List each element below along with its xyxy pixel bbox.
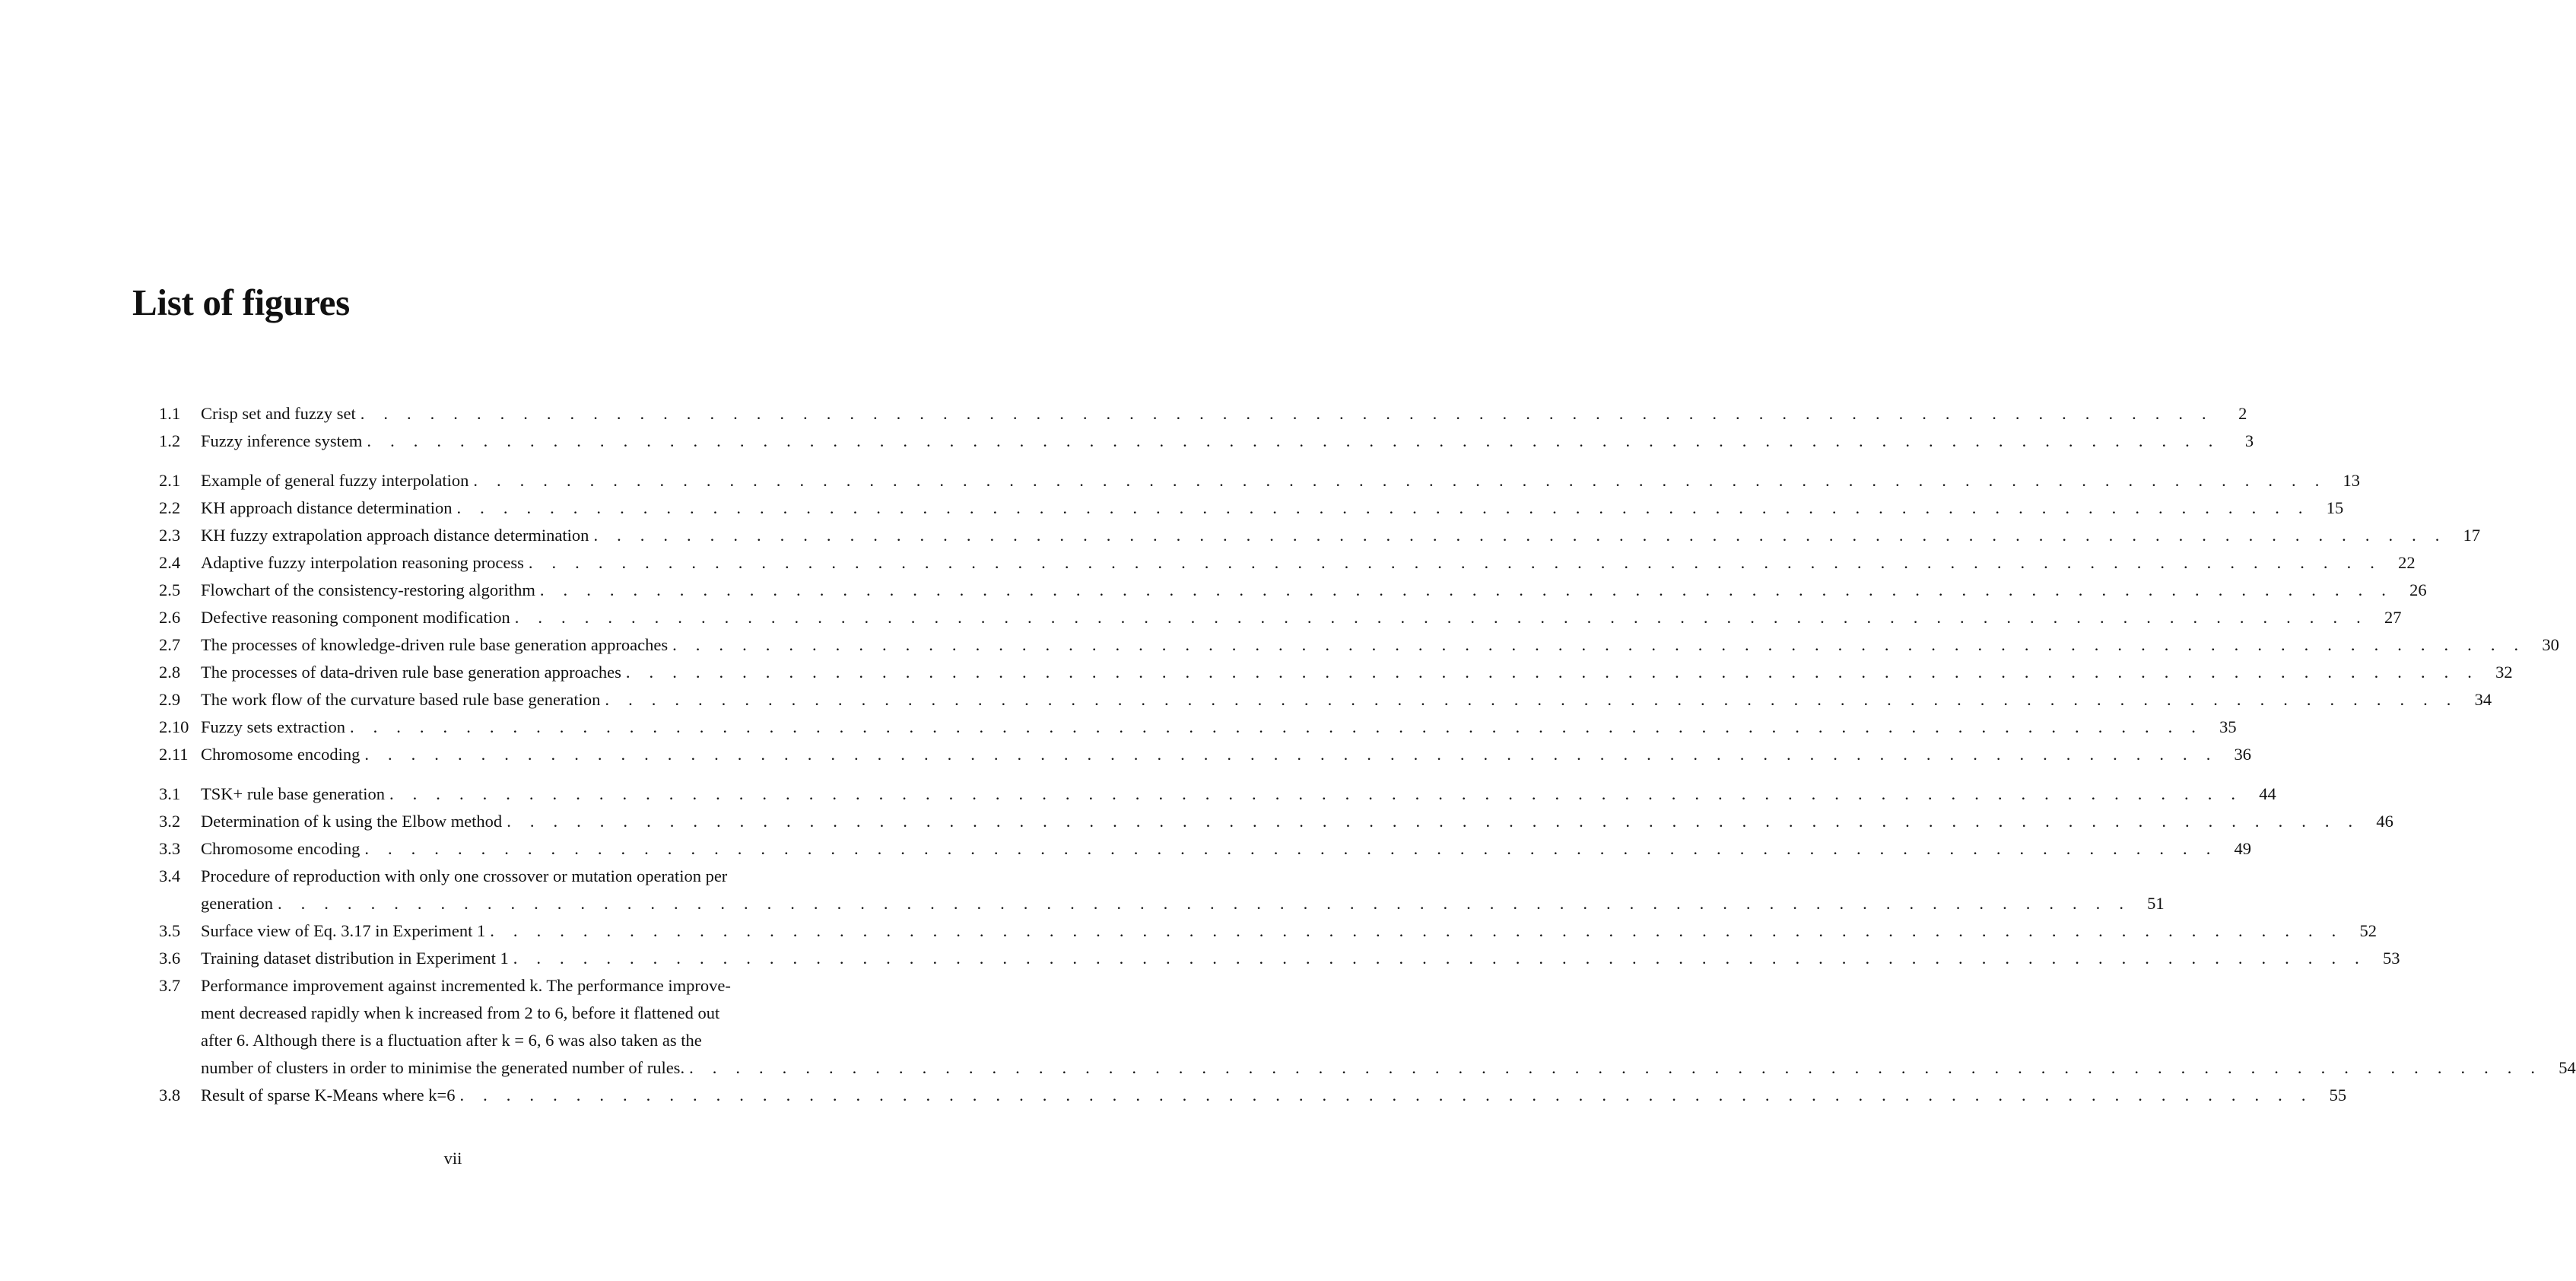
leader-dots: . . . . . . . . . . . . . . . . . . . . . . . . . . . . . . . . . . . . . . . . . . . . . . . . . . . . . . . . . . . . . . . . . . . . . . . . . . . . . . . .	[364, 745, 2219, 764]
figure-caption: Procedure of reproduction with only one crossover or mutation operation per	[201, 866, 728, 885]
figure-caption: Fuzzy inference system	[201, 431, 363, 450]
figure-entry[interactable]	[159, 604, 2402, 631]
figure-entry[interactable]	[159, 1082, 2347, 1109]
page-title: List of figures	[132, 281, 350, 323]
figure-number: 2.10	[159, 717, 189, 736]
figure-number: 2.4	[159, 553, 181, 572]
leader-dots: . . . . . . . . . . . . . . . . . . . . . . . . . . . . . . . . . . . . . . . . . . . . . . . . . . . . . . . . . . . . . . . . . . . . . . . . . . . . . . . .	[490, 921, 2343, 940]
figure-page-number: 35	[2219, 717, 2237, 736]
figure-page-number: 13	[2343, 471, 2361, 490]
figure-page-number: 54	[2559, 1058, 2576, 1077]
leader-dots: . . . . . . . . . . . . . . . . . . . . . . . . . . . . . . . . . . . . . . . . . . . . . . . . . . . . . . . . . . . . . . . . . . . . . . . . . . . . . . . .	[514, 608, 2368, 627]
figure-page-number: 30	[2542, 635, 2559, 654]
leader-dots: . . . . . . . . . . . . . . . . . . . . . . . . . . . . . . . . . . . . . . . . . . . . . . . . . . . . . . . . . . . . . . . . . . . . . . . . . . . . . . . .	[389, 784, 2243, 803]
figure-number: 2.1	[159, 471, 181, 490]
figure-page-number: 36	[2234, 745, 2252, 764]
leader-dots: . . . . . . . . . . . . . . . . . . . . . . . . . . . . . . . . . . . . . . . . . . . . . . . . . . . . . . . . . . . . . . . . . . . . . . . . . . . . . . . .	[473, 471, 2327, 490]
figure-list	[159, 400, 2576, 1121]
figure-caption: Training dataset distribution in Experiment 1	[201, 949, 509, 968]
figure-page-number: 27	[2384, 608, 2402, 627]
figure-number: 2.7	[159, 635, 181, 654]
figure-entry[interactable]	[159, 835, 2252, 863]
figure-caption: The processes of knowledge-driven rule base generation approaches	[201, 635, 669, 654]
leader-dots: . . . . . . . . . . . . . . . . . . . . . . . . . . . . . . . . . . . . . . . . . . . . . . . . . . . . . . . . . . . . . . . . . . . . . . . . . . . . . . . .	[528, 553, 2382, 572]
figure-entry[interactable]	[159, 522, 2481, 549]
leader-dots: . . . . . . . . . . . . . . . . . . . . . . . . . . . . . . . . . . . . . . . . . . . . . . . . . . . . . . . . . . . . . . . . . . . . . . . . . . . . . . . .	[364, 839, 2219, 858]
figure-page-number: 53	[2382, 949, 2400, 968]
figure-caption: Performance improvement against incremented k. The performance improve-	[201, 976, 731, 995]
figure-caption: after 6. Although there is a fluctuation after k = 6, 6 was also taken as the	[201, 1031, 702, 1050]
figure-page-number: 15	[2326, 498, 2344, 517]
figure-caption: Adaptive fuzzy interpolation reasoning process	[201, 553, 524, 572]
figure-entry[interactable]	[159, 659, 2513, 686]
figure-entry[interactable]	[159, 494, 2344, 522]
figure-caption: KH approach distance determination	[201, 498, 453, 517]
figure-number: 3.4	[159, 866, 181, 885]
figure-caption: Result of sparse K-Means where k=6	[201, 1086, 456, 1105]
leader-dots: . . . . . . . . . . . . . . . . . . . . . . . . . . . . . . . . . . . . . . . . . . . . . . . . . . . . . . . . . . . . . . . . . . . . . . . . . . . . . . . .	[456, 498, 2311, 517]
figure-number: 3.8	[159, 1086, 181, 1105]
figure-entry[interactable]	[159, 467, 2361, 494]
figure-number: 2.2	[159, 498, 181, 517]
figure-caption: Fuzzy sets extraction	[201, 717, 345, 736]
figure-page-number: 26	[2409, 580, 2427, 599]
figure-caption: number of clusters in order to minimise the generated number of rules.	[201, 1058, 685, 1077]
figure-number: 3.5	[159, 921, 181, 940]
figure-entry[interactable]	[159, 686, 2492, 714]
figure-entry[interactable]	[159, 780, 2276, 808]
figure-group	[159, 400, 2254, 455]
figure-number: 2.6	[159, 608, 181, 627]
figure-number: 2.5	[159, 580, 181, 599]
figure-entry[interactable]	[159, 714, 2237, 741]
figure-page-number: 49	[2234, 839, 2252, 858]
figure-caption: TSK+ rule base generation	[201, 784, 385, 803]
figure-page-number: 46	[2376, 812, 2393, 831]
leader-dots: . . . . . . . . . . . . . . . . . . . . . . . . . . . . . . . . . . . . . . . . . . . . . . . . . . . . . . . . . . . . . . . . . . . . . . . . . . . . . . . .	[360, 404, 2214, 423]
figure-group	[159, 780, 2576, 1109]
figure-caption: Example of general fuzzy interpolation	[201, 471, 469, 490]
figure-page-number: 52	[2359, 921, 2377, 940]
figure-entry[interactable]	[159, 945, 2400, 972]
figure-group	[159, 467, 2559, 768]
leader-dots: . . . . . . . . . . . . . . . . . . . . . . . . . . . . . . . . . . . . . . . . . . . . . . . . . . . . . . . . . . . . . . . . . . . . . . . . . . . . . . . .	[367, 431, 2221, 450]
figure-entry[interactable]	[159, 631, 2559, 659]
leader-dots: . . . . . . . . . . . . . . . . . . . . . . . . . . . . . . . . . . . . . . . . . . . . . . . . . . . . . . . . . . . . . . . . . . . . . . . . . . . . . . . .	[277, 894, 2131, 913]
leader-dots: . . . . . . . . . . . . . . . . . . . . . . . . . . . . . . . . . . . . . . . . . . . . . . . . . . . . . . . . . . . . . . . . . . . . . . . . . . . . . . . .	[507, 812, 2360, 831]
figure-number: 3.3	[159, 839, 181, 858]
figure-entry[interactable]	[159, 917, 2377, 945]
figure-entry[interactable]	[159, 400, 2247, 428]
leader-dots: . . . . . . . . . . . . . . . . . . . . . . . . . . . . . . . . . . . . . . . . . . . . . . . . . . . . . . . . . . . . . . . . . . . . . . . . . . . . . . . .	[349, 717, 2203, 736]
figure-entry[interactable]	[159, 577, 2427, 604]
figure-caption: The work flow of the curvature based rule base generation	[201, 690, 601, 709]
figure-caption: Determination of k using the Elbow method	[201, 812, 503, 831]
figure-caption: generation	[201, 894, 273, 913]
figure-page-number: 55	[2329, 1086, 2347, 1105]
page-number: vii	[443, 1149, 462, 1168]
figure-entry[interactable]	[159, 741, 2252, 768]
figure-caption: Chromosome encoding	[201, 839, 361, 858]
figure-entry[interactable]	[159, 863, 2165, 917]
figure-page-number: 22	[2398, 553, 2416, 572]
figure-caption: Surface view of Eq. 3.17 in Experiment 1	[201, 921, 486, 940]
leader-dots: . . . . . . . . . . . . . . . . . . . . . . . . . . . . . . . . . . . . . . . . . . . . . . . . . . . . . . . . . . . . . . . . . . . . . . . . . . . . . . . .	[593, 526, 2447, 545]
leader-dots: . . . . . . . . . . . . . . . . . . . . . . . . . . . . . . . . . . . . . . . . . . . . . . . . . . . . . . . . . . . . . . . . . . . . . . . . . . . . . . . .	[539, 580, 2393, 599]
figure-page-number: 34	[2474, 690, 2492, 709]
figure-number: 3.1	[159, 784, 181, 803]
figure-number: 1.1	[159, 404, 181, 423]
figure-number: 1.2	[159, 431, 181, 450]
figure-number: 2.9	[159, 690, 181, 709]
figure-number: 2.11	[159, 745, 189, 764]
figure-entry[interactable]	[159, 808, 2393, 835]
figure-number: 3.6	[159, 949, 181, 968]
figure-entry[interactable]	[159, 549, 2416, 577]
figure-page-number: 2	[2238, 404, 2247, 423]
leader-dots: . . . . . . . . . . . . . . . . . . . . . . . . . . . . . . . . . . . . . . . . . . . . . . . . . . . . . . . . . . . . . . . . . . . . . . . . . . . . . . . .	[459, 1086, 2314, 1105]
figure-page-number: 32	[2495, 663, 2513, 682]
figure-page-number: 44	[2259, 784, 2276, 803]
figure-entry[interactable]	[159, 428, 2254, 455]
figure-caption: The processes of data-driven rule base generation approaches	[201, 663, 621, 682]
figure-number: 3.7	[159, 976, 181, 995]
figure-number: 2.3	[159, 526, 181, 545]
figure-caption: Crisp set and fuzzy set	[201, 404, 356, 423]
figure-caption: Chromosome encoding	[201, 745, 361, 764]
figure-caption: Flowchart of the consistency-restoring algorithm	[201, 580, 535, 599]
figure-caption: Defective reasoning component modification	[201, 608, 510, 627]
figure-number: 3.2	[159, 812, 181, 831]
figure-page-number: 3	[2244, 431, 2254, 450]
figure-page-number: 17	[2463, 526, 2481, 545]
figure-caption: KH fuzzy extrapolation approach distance determination	[201, 526, 589, 545]
leader-dots: . . . . . . . . . . . . . . . . . . . . . . . . . . . . . . . . . . . . . . . . . . . . . . . . . . . . . . . . . . . . . . . . . . . . . . . . . . . . . . . .	[513, 949, 2367, 968]
leader-dots: . . . . . . . . . . . . . . . . . . . . . . . . . . . . . . . . . . . . . . . . . . . . . . . . . . . . . . . . . . . . . . . . . . . . . . . . . . . . . . . .	[689, 1058, 2543, 1077]
figure-caption: ment decreased rapidly when k increased from 2 to 6, before it flattened out	[201, 1003, 720, 1022]
figure-number: 2.8	[159, 663, 181, 682]
leader-dots: . . . . . . . . . . . . . . . . . . . . . . . . . . . . . . . . . . . . . . . . . . . . . . . . . . . . . . . . . . . . . . . . . . . . . . . . . . . . . . . .	[672, 635, 2526, 654]
leader-dots: . . . . . . . . . . . . . . . . . . . . . . . . . . . . . . . . . . . . . . . . . . . . . . . . . . . . . . . . . . . . . . . . . . . . . . . . . . . . . . . .	[625, 663, 2479, 682]
leader-dots: . . . . . . . . . . . . . . . . . . . . . . . . . . . . . . . . . . . . . . . . . . . . . . . . . . . . . . . . . . . . . . . . . . . . . . . . . . . . . . . .	[605, 690, 2459, 709]
figure-entry[interactable]	[159, 972, 2576, 1082]
figure-page-number: 51	[2147, 894, 2165, 913]
